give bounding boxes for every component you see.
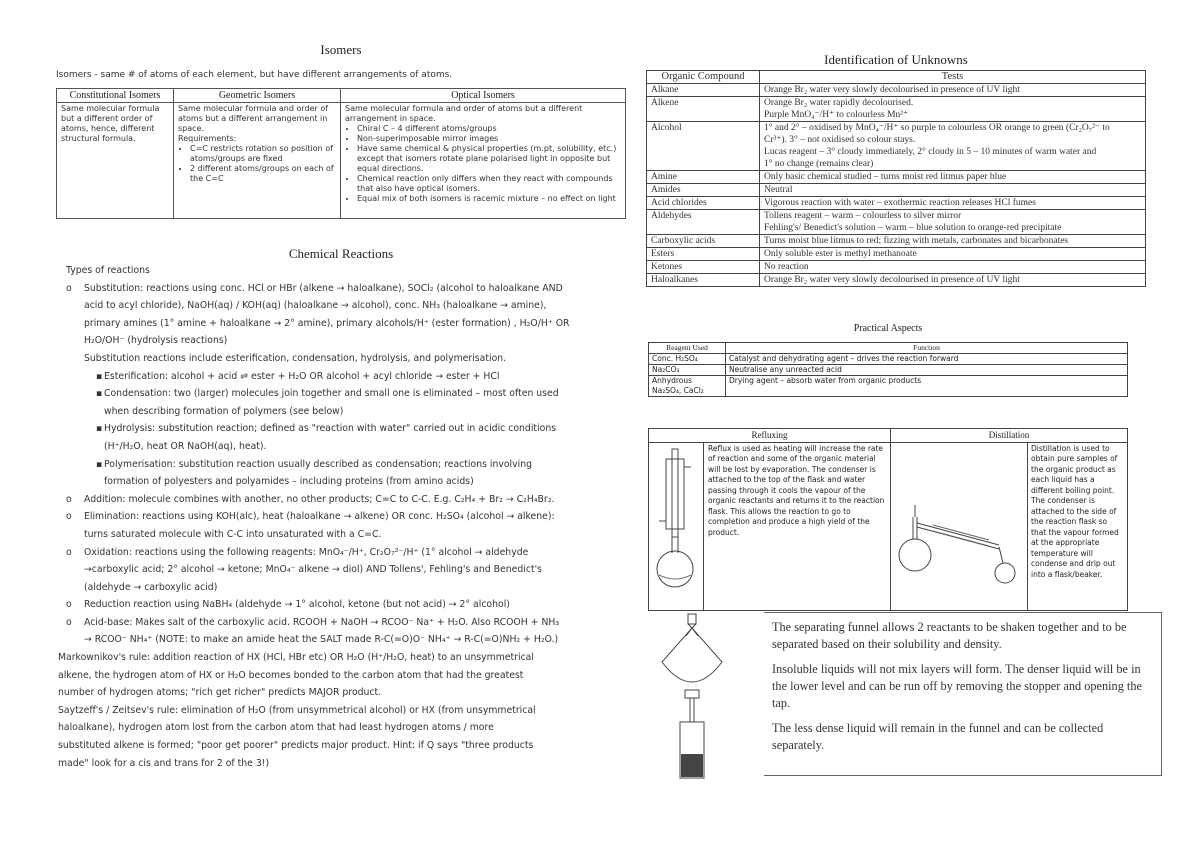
optical-intro: Same molecular formula and order of atoms but a different arrangement in space. — [345, 104, 583, 123]
practical-section — [648, 323, 1128, 397]
geometric-requirements-label: Requirements: — [178, 134, 237, 143]
test-line: Orange Br₂ water rapidly decolourised. — [764, 98, 914, 108]
test-line: Turns moist blue litmus to red; fizzing with metals, carbonates and bicarbonates — [764, 236, 1069, 246]
test-line: Only soluble ester is methyl methanoate — [764, 249, 917, 259]
table-row — [649, 376, 1128, 397]
test-line: Vigorous reaction with water – exothermic reaction releases HCl fumes — [764, 198, 1036, 208]
optical-bullet: • Chiral C – 4 different atoms/groups — [357, 124, 621, 134]
header-organic-compound: Organic Compound — [647, 71, 760, 84]
header-optical: Optical Isomers — [341, 89, 626, 103]
table-row — [647, 184, 1146, 197]
reaction-line: formation of polyesters and polyamides – including proteins (from amino acids) — [104, 476, 474, 488]
compound-cell: Aldehydes — [647, 210, 760, 235]
reaction-line: Saytzeff's / Zeitsev's rule: elimination of H₂O (from unsymmetrical alcohol) or HX (from unsymmetrical — [58, 704, 536, 716]
geometric-bullet: • C=C restricts rotation so position of atoms/groups are fixed — [190, 144, 336, 164]
reflux-apparatus-icon — [651, 445, 699, 605]
table-row — [647, 171, 1146, 184]
table-row — [647, 235, 1146, 248]
table-row — [647, 248, 1146, 261]
reflux-diagram-cell — [649, 442, 704, 611]
reaction-line: Elimination: reactions using KOH(alc), heat (haloalkane → alkene) OR conc. H₂SO₄ (alcohol → alkene): — [84, 511, 555, 523]
compound-cell: Esters — [647, 248, 760, 261]
reagent-cell: Conc. H₂SO₄ — [649, 354, 726, 365]
test-line: 1° no change (remains clear) — [764, 159, 874, 169]
funnel-paragraph: Insoluble liquids will not mix layers will form. The denser liquid will be in the lower level and can be run off by removing the stopper and opening the tap. — [772, 662, 1142, 710]
test-line: Only basic chemical studied – turns moist red litmus paper blue — [764, 172, 1007, 182]
reaction-line: substituted alkene is formed; "poor get poorer" predicts major product. Hint: if Q says "three products — [58, 740, 534, 752]
test-line: Orange Br₂ water very slowly decolourised in presence of UV light — [764, 275, 1020, 285]
compound-cell: Haloalkanes — [647, 274, 760, 287]
identification-title: Identification of Unknowns — [824, 52, 968, 67]
reaction-line: when describing formation of polymers (see below) — [104, 405, 344, 417]
separating-funnel-box — [764, 612, 1162, 776]
test-line: No reaction — [764, 262, 809, 272]
isomers-title: Isomers — [320, 42, 362, 57]
table-row — [647, 210, 1146, 235]
geometric-cell — [174, 103, 341, 219]
test-line: Tollens reagent – warm – colourless to silver mirror — [764, 211, 962, 221]
table-row — [647, 122, 1146, 171]
reaction-line: turns saturated molecule with C-C into unsaturated with a C=C. — [84, 528, 382, 540]
optical-bullet: • Chemical reaction only differs when they react with compounds that also have optical isomers. — [357, 174, 621, 194]
header-geometric: Geometric Isomers — [174, 89, 341, 103]
compound-cell: Amine — [647, 171, 760, 184]
test-line: 1° and 2° – oxidised by MnO₄⁻/H⁺ so purple to colourless OR orange to green (Cr₂O₇²⁻ to — [764, 123, 1110, 133]
reaction-line: (aldehyde → carboxylic acid) — [84, 581, 218, 593]
identification-section — [646, 52, 1146, 287]
square-bullet: ▪ — [96, 370, 103, 382]
reaction-line: →carboxylic acid; 2° alcohol → ketone; MnO₄⁻ alkene → diol) AND Tollens', Fehling's and Benedict's — [84, 564, 542, 576]
table-row — [647, 197, 1146, 210]
reactions-title: Chemical Reactions — [288, 246, 394, 261]
types-label: Types of reactions — [66, 265, 150, 276]
geometric-intro: Same molecular formula and order of atoms but a different arrangement in space. — [178, 104, 329, 133]
reaction-line: Reduction reaction using NaBH₄ (aldehyde → 1° alcohol, ketone (but not acid) → 2° alcohol) — [84, 599, 510, 611]
identification-table — [646, 70, 1146, 287]
distillation-apparatus-icon — [893, 445, 1023, 605]
isomers-table — [56, 88, 626, 219]
reaction-line: H₂O/OH⁻ (hydrolysis reactions) — [84, 335, 228, 347]
reaction-line: Addition: molecule combines with another, no other products; C=C to C-C. E.g. C₂H₄ + Br₂ → C₂H₄Br₂. — [84, 493, 555, 505]
o-bullet: o — [66, 282, 72, 294]
reagent-cell: Anhydrous Na₂SO₄, CaCl₂ — [649, 376, 726, 397]
test-line: Orange Br₂ water very slowly decolourised in presence of UV light — [764, 85, 1020, 95]
optical-bullet: • Equal mix of both isomers is racemic mixture – no effect on light — [357, 194, 621, 204]
reagent-cell: Na₂CO₃ — [649, 365, 726, 376]
reflux-distillation-table — [648, 428, 1128, 611]
constitutional-cell — [57, 103, 174, 219]
reaction-line: Oxidation: reactions using the following reagents: MnO₄⁻/H⁺, Cr₂O₇²⁻/H⁺ (1° alcohol → aldehyde — [84, 546, 529, 558]
reaction-line: acid to acyl chloride), NaOH(aq) / KOH(aq) (haloalkane → alcohol), conc. NH₃ (haloalkane → amine), — [84, 300, 547, 312]
optical-bullet: • Have same chemical & physical properties (m.pt, solubility, etc.) except that isomers rotate plane polarised light in opposite but equal directions. — [357, 144, 621, 174]
o-bullet: o — [66, 493, 72, 505]
reaction-line: Markownikov's rule: addition reaction of HX (HCl, HBr etc) OR H₂O (H⁺/H₂O, heat) to an unsymmetrical — [58, 652, 534, 664]
distillation-text: Distillation is used to obtain pure samples of the organic product as each liquid has a different boiling point. The condenser is attached to the side of the reaction flask so that the vapour formed at the appropriate temperature will condense and drip out into a flask/beaker. — [1028, 442, 1128, 611]
reaction-line: haloalkane), hydrogen atom lost from the carbon atom that had least hydrogen atoms / more — [58, 722, 494, 734]
header-refluxing: Refluxing — [649, 429, 891, 443]
practical-table — [648, 342, 1128, 397]
table-row — [647, 261, 1146, 274]
compound-cell: Alkene — [647, 97, 760, 122]
header-constitutional: Constitutional Isomers — [57, 89, 174, 103]
geometric-bullet: • 2 different atoms/groups on each of the C=C — [190, 164, 336, 184]
reaction-line: alkene, the hydrogen atom of HX or H₂O becomes bonded to the carbon atom that had the greatest — [58, 669, 524, 681]
compound-cell: Amides — [647, 184, 760, 197]
test-line: Purple MnO₄⁻/H⁺ to colourless Mn²⁺ — [764, 110, 909, 120]
test-line: Fehling's/ Benedict's solution – warm – blue solution to orange-red precipitate — [764, 223, 1062, 233]
funnel-paragraph: The separating funnel allows 2 reactants to be shaken together and to be separated based on their solubility and density. — [772, 620, 1127, 651]
constitutional-text: Same molecular formula but a different order of atoms, hence, different structural formula. — [61, 104, 160, 143]
reflux-text: Reflux is used as heating will increase the rate of reaction and some of the organic material will be lost by evaporation. The condenser is attached to the top of the flask and water passing through it cools the vapour of the organic reactants and returns it to the reaction flask. This allows the reaction to go to completion and produce a high yield of the product. — [704, 442, 891, 611]
o-bullet: o — [66, 511, 72, 523]
optical-bullet: • Non-superimposable mirror images — [357, 134, 621, 144]
function-cell: Catalyst and dehydrating agent – drives the reaction forward — [726, 354, 1128, 365]
o-bullet: o — [66, 616, 72, 628]
reaction-line: Polymerisation: substitution reaction usually described as condensation; reactions involving — [104, 458, 533, 470]
header-reagent: Reagent Used — [649, 343, 726, 354]
compound-cell: Carboxylic acids — [647, 235, 760, 248]
table-row — [649, 365, 1128, 376]
reaction-line: Condensation: two (larger) molecules join together and small one is eliminated – most often used — [104, 388, 559, 400]
isomers-definition: Isomers - same # of atoms of each element, but have different arrangements of atoms. — [56, 70, 453, 80]
compound-cell: Acid chlorides — [647, 197, 760, 210]
reactions-body — [58, 262, 626, 772]
reaction-line: Substitution: reactions using conc. HCl or HBr (alkene → haloalkane), SOCl₂ (alcohol to haloalkane AND — [84, 282, 563, 294]
reaction-line: primary amines (1° amine + haloalkane → 2° amine), primary alcohols/H⁺ (ester formation) , H₂O/H⁺ OR — [84, 317, 570, 329]
reaction-line: Esterification: alcohol + acid ⇌ ester + H₂O OR alcohol + acyl chloride → ester + HCl — [104, 370, 500, 382]
reaction-line: Hydrolysis: substitution reaction; defined as "reaction with water" carried out in acidic conditions — [104, 423, 557, 435]
test-line: Lucas reagent – 3° cloudy immediately, 2° cloudy in 5 – 10 minutes of warm water and — [764, 147, 1097, 157]
square-bullet: ▪ — [96, 458, 103, 470]
test-line: Cr³⁺). 3° – not oxidised so colour stays. — [764, 135, 916, 145]
square-bullet: ▪ — [96, 423, 103, 435]
reaction-line: → RCOO⁻ NH₄⁺ (NOTE: to make an amide heat the SALT made R-C(=O)O⁻ NH₄⁺ → R-C(=O)NH₂ + H₂O.) — [84, 634, 559, 646]
table-row — [649, 354, 1128, 365]
reaction-line: number of hydrogen atoms; "rich get richer" predicts MAJOR product. — [58, 687, 382, 699]
o-bullet: o — [66, 546, 72, 558]
header-tests: Tests — [760, 71, 1146, 84]
header-distillation: Distillation — [891, 429, 1128, 443]
reaction-line: Substitution reactions include esterification, condensation, hydrolysis, and polymerisation. — [84, 352, 507, 364]
function-cell: Drying agent – absorb water from organic products — [726, 376, 1128, 397]
compound-cell: Alkane — [647, 84, 760, 97]
reaction-line: made" look for a cis and trans for 2 of the 3!) — [58, 757, 270, 769]
reaction-line: (H⁺/H₂O, heat OR NaOH(aq), heat). — [104, 440, 267, 452]
separating-funnel-icon — [652, 612, 732, 792]
header-function: Function — [726, 343, 1128, 354]
distillation-diagram-cell — [891, 442, 1028, 611]
isomers-section — [56, 42, 626, 219]
reactions-section — [56, 246, 626, 262]
function-cell: Neutralise any unreacted acid — [726, 365, 1128, 376]
square-bullet: ▪ — [96, 388, 103, 400]
reaction-line: Acid-base: Makes salt of the carboxylic acid. RCOOH + NaOH → RCOO⁻ Na⁺ + H₂O. Also RCOOH + NH₃ — [84, 616, 560, 628]
practical-title: Practical Aspects — [853, 323, 923, 334]
optical-cell — [341, 103, 626, 219]
funnel-paragraph: The less dense liquid will remain in the funnel and can be collected separately. — [772, 721, 1104, 752]
compound-cell: Alcohol — [647, 122, 760, 171]
table-row — [647, 97, 1146, 122]
table-row — [647, 274, 1146, 287]
o-bullet: o — [66, 599, 72, 611]
test-line: Neutral — [764, 185, 793, 195]
table-row — [647, 84, 1146, 97]
compound-cell: Ketones — [647, 261, 760, 274]
